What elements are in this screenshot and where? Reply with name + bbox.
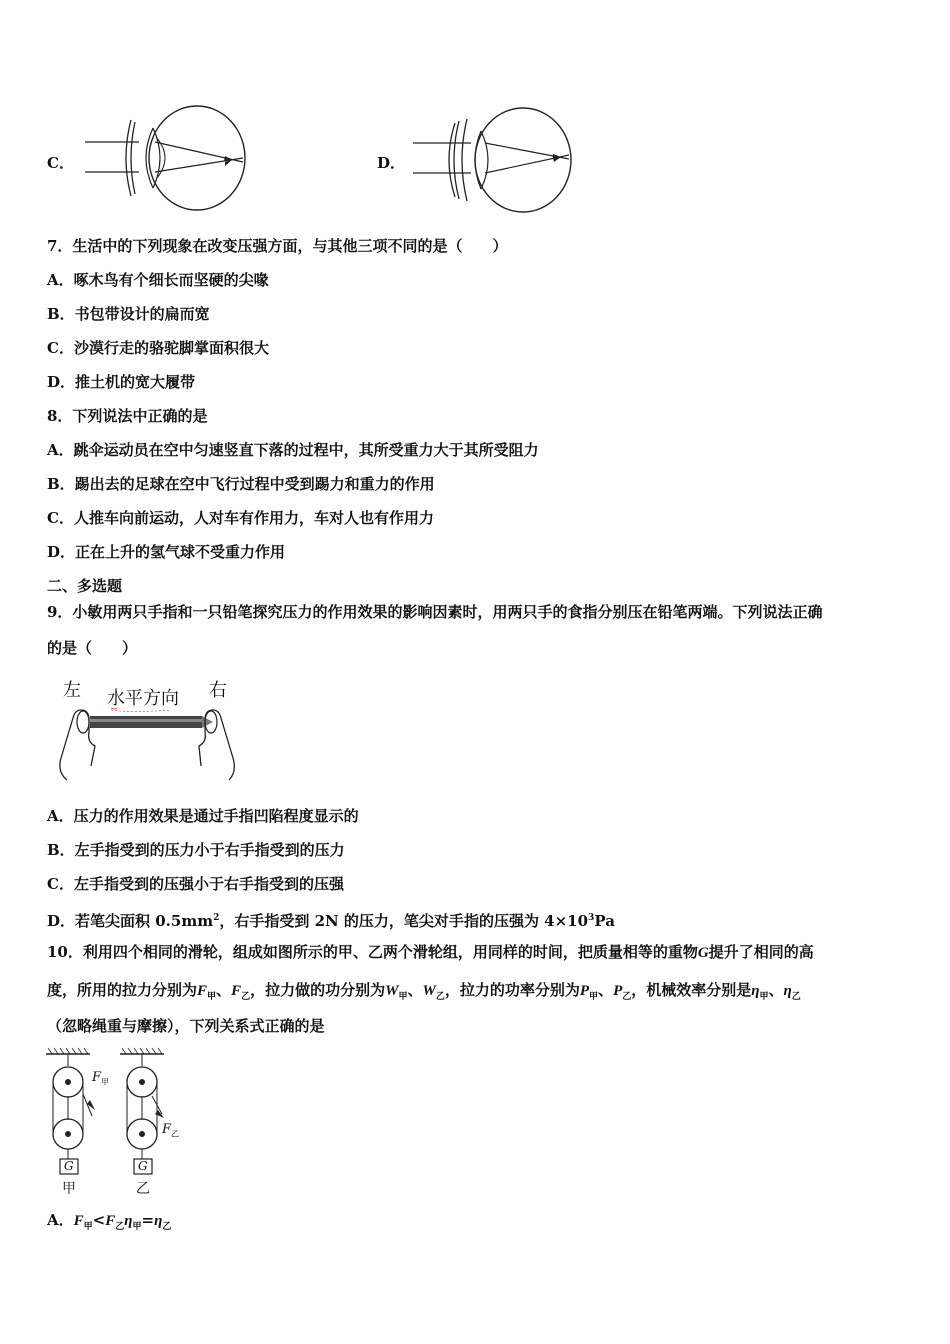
system-label-yi: 乙 [136,1181,150,1197]
fig-label-left: 左 [63,680,81,701]
q7-option-c: C．沙漠行走的骆驼脚掌面积很大 [47,339,269,357]
q10-stem-line1: 10．利用四个相同的滑轮，组成如图所示的甲、乙两个滑轮组，用同样的时间，把质量相等的重物G提升了相同的高 [47,943,814,961]
q10-option-a: A．$F_甲<F_乙\eta_甲=\eta_乙$ [47,1211,172,1232]
q7-option-a: A．啄木鸟有个细长而坚硬的尖喙 [47,271,269,289]
option-label-c: C． [47,154,74,172]
pulley-figure [40,1044,200,1199]
q8-option-d: D．正在上升的氢气球不受重力作用 [47,543,286,561]
option-label-d: D． [377,154,406,172]
section-title: 二、多选题 [47,577,123,595]
q8-option-a: A．跳伞运动员在空中匀速竖直下落的过程中，其所受重力大于其所受阻力 [47,441,539,459]
q8-option-c: C．人推车向前运动，人对车有作用力，车对人也有作用力 [47,509,434,527]
q8-option-b: B．踢出去的足球在空中飞行过程中受到踢力和重力的作用 [47,475,435,493]
fig-label-horizontal: 水平方向 [107,688,179,709]
fig-label-right: 右 [209,680,227,701]
weight-label-yi: G [138,1159,148,1173]
q8-stem: 8．下列说法中正确的是 [47,407,208,425]
force-label-yi: $F_乙$ [162,1122,180,1139]
q10-stem-line3: （忽略绳重与摩擦），下列关系式正确的是 [47,1017,325,1035]
q9-option-d: D．若笔尖面积 $0.5mm^2$，右手指受到 2N 的压力，笔尖对手指的压强为 $4\times 10^3Pa$ [47,912,615,930]
q7-option-b: B．书包带设计的扁而宽 [47,305,210,323]
q9-option-a: A．压力的作用效果是通过手指凹陷程度显示的 [47,807,359,825]
q9-stem-line2: 的是（ ） [47,639,138,657]
eye-diagram-d [413,103,578,218]
q7-option-d: D．推土机的宽大履带 [47,373,196,391]
system-label-jia: 甲 [62,1181,76,1197]
q10-stem-line2: 度，所用的拉力分别为$F_甲$、$F_乙$，拉力做的功分别为$W_甲$、$W_乙$，拉力的功率分别为$P_甲$、$P_乙$，机械效率分别是$\eta_甲$、$\eta_乙$ [47,981,801,1002]
eye-diagram-c [85,100,255,215]
force-label-jia: $F_甲$ [92,1070,110,1087]
q9-option-c: C．左手指受到的压强小于右手指受到的压强 [47,875,344,893]
fingers-pencil-drawing [45,670,245,780]
q9-option-b: B．左手指受到的压力小于右手指受到的压力 [47,841,345,859]
q9-stem-line1: 9．小敏用两只手指和一只铅笔探究压力的作用效果的影响因素时，用两只手的食指分别压在铅笔两端。下列说法正确 [47,603,823,621]
pencil-figure [45,670,245,780]
q7-stem: 7．生活中的下列现象在改变压强方面，与其他三项不同的是（ ） [47,237,508,255]
weight-label-jia: G [64,1159,74,1173]
